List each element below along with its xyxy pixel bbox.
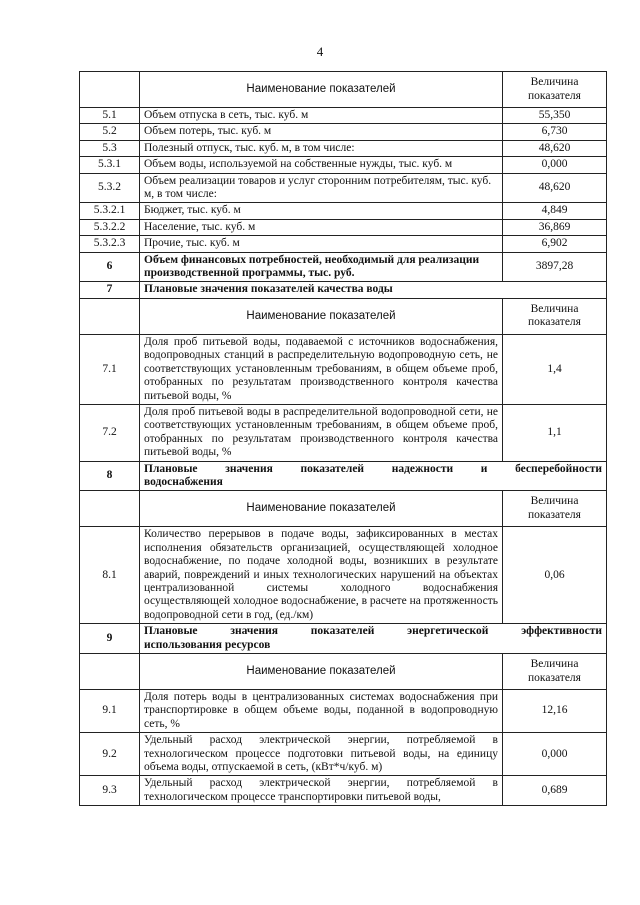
- row-number: 9.3: [80, 776, 140, 806]
- row-value: 0,000: [503, 733, 607, 776]
- row-value: 1,4: [503, 334, 607, 404]
- row-number: 5.1: [80, 108, 140, 124]
- section-number: 8: [80, 461, 140, 491]
- table-header-row: [80, 654, 607, 690]
- row-value: 48,620: [503, 140, 607, 156]
- row-value: 55,350: [503, 108, 607, 124]
- row-value: 12,16: [503, 690, 607, 733]
- section-value: 3897,28: [503, 252, 607, 282]
- header-name-label: Наименование показателей: [140, 298, 503, 334]
- row-value: 0,000: [503, 157, 607, 173]
- table-row: [80, 157, 607, 173]
- indicators-table: [79, 71, 607, 806]
- section-title: [140, 624, 607, 654]
- row-number: 8.1: [80, 527, 140, 624]
- table-row: [80, 124, 607, 140]
- row-name: Прочие, тыс. куб. м: [140, 236, 503, 252]
- row-value: 4,849: [503, 203, 607, 219]
- section-title-line-1: Плановые значения показателей надежности и бесперебойности: [144, 462, 602, 475]
- row-name: Объем потерь, тыс. куб. м: [140, 124, 503, 140]
- row-name: Полезный отпуск, тыс. куб. м, в том числе:: [140, 140, 503, 156]
- row-name: Доля проб питьевой воды, подаваемой с источников водоснабжения, водопроводных станций в распределительную водопроводную сеть, не соответствующих установленным требованиям, в общем объеме проб, отобранных по результатам производственного контроля качества питьевой воды, %: [140, 334, 503, 404]
- row-value: 0,06: [503, 527, 607, 624]
- section-7-title-row: [80, 282, 607, 298]
- section-title: [140, 461, 607, 491]
- row-name: Объем отпуска в сеть, тыс. куб. м: [140, 108, 503, 124]
- header-empty-cell: [80, 491, 140, 527]
- row-name: Доля потерь воды в централизованных системах водоснабжения при транспортировке в общем объеме воды, поданной в водопроводную сеть, %: [140, 690, 503, 733]
- row-number: 9.2: [80, 733, 140, 776]
- table-header-row: [80, 72, 607, 108]
- header-name-label: Наименование показателей: [140, 491, 503, 527]
- table-header-row: [80, 491, 607, 527]
- section-number: 9: [80, 624, 140, 654]
- row-number: 5.3.1: [80, 157, 140, 173]
- table-row: [80, 404, 607, 461]
- header-empty-cell: [80, 654, 140, 690]
- section-number: 7: [80, 282, 140, 298]
- section-9-title-row: [80, 624, 607, 654]
- row-number: 5.3.2.2: [80, 219, 140, 235]
- table-row: [80, 334, 607, 404]
- section-8-title-row: [80, 461, 607, 491]
- row-name: Объем реализации товаров и услуг сторонним потребителям, тыс. куб. м, в том числе:: [140, 173, 503, 203]
- row-number: 5.3.2.1: [80, 203, 140, 219]
- table-row: [80, 140, 607, 156]
- row-number: 5.3.2.3: [80, 236, 140, 252]
- table-row: [80, 203, 607, 219]
- table-row: [80, 776, 607, 806]
- row-name: Количество перерывов в подаче воды, зафиксированных в местах исполнения обязательств организацией, осуществляющей холодное водоснабжение, по подаче холодной воды, возникших в результате аварий, повреждений и иных технологических нарушений на объектах централизованной системы холодного водоснабжения осуществляющей холодное водоснабжение, в расчете на протяженность водопроводной сети в год, (ед./км): [140, 527, 503, 624]
- row-number: 5.3: [80, 140, 140, 156]
- table-header-row: [80, 298, 607, 334]
- row-number: 5.3.2: [80, 173, 140, 203]
- table-row: [80, 236, 607, 252]
- header-name-label: Наименование показателей: [140, 654, 503, 690]
- row-name: Удельный расход электрической энергии, потребляемой в технологическом процессе транспортировки питьевой воды,: [140, 776, 503, 806]
- table-row: [80, 219, 607, 235]
- header-value-label: Величина показателя: [503, 298, 607, 334]
- row-value: 6,902: [503, 236, 607, 252]
- row-name: Удельный расход электрической энергии, потребляемой в технологическом процессе подготовки питьевой воды, на единицу объема воды, отпускаемой в сеть, (кВт*ч/куб. м): [140, 733, 503, 776]
- row-name: Бюджет, тыс. куб. м: [140, 203, 503, 219]
- row-number: 7.1: [80, 334, 140, 404]
- row-name: Объем воды, используемой на собственные нужды, тыс. куб. м: [140, 157, 503, 173]
- row-value: 0,689: [503, 776, 607, 806]
- table-row: [80, 527, 607, 624]
- section-title: Плановые значения показателей качества воды: [140, 282, 607, 298]
- table-row: [80, 108, 607, 124]
- header-value-label: Величина показателя: [503, 654, 607, 690]
- table-row: [80, 173, 607, 203]
- header-empty-cell: [80, 72, 140, 108]
- row-value: 48,620: [503, 173, 607, 203]
- section-title-line-2: использования ресурсов: [144, 638, 271, 651]
- header-value-label: Величина показателя: [503, 491, 607, 527]
- row-name: Доля проб питьевой воды в распределительной водопроводной сети, не соответствующих установленным требованиям, в общем объеме проб, отобранных по результатам производственного контроля качества питьевой воды, %: [140, 404, 503, 461]
- page-number: 4: [316, 44, 324, 59]
- header-name-label: Наименование показателей: [140, 72, 503, 108]
- table-row: [80, 733, 607, 776]
- row-value: 1,1: [503, 404, 607, 461]
- row-number: 7.2: [80, 404, 140, 461]
- row-number: 9.1: [80, 690, 140, 733]
- section-number: 6: [80, 252, 140, 282]
- section-title-line-2: водоснабжения: [144, 475, 223, 488]
- section-title-line-1: Плановые значения показателей энергетической эффективности: [144, 625, 602, 638]
- row-value: 6,730: [503, 124, 607, 140]
- row-value: 36,869: [503, 219, 607, 235]
- section-6-row: [80, 252, 607, 282]
- row-number: 5.2: [80, 124, 140, 140]
- header-empty-cell: [80, 298, 140, 334]
- row-name: Население, тыс. куб. м: [140, 219, 503, 235]
- header-value-label: Величина показателя: [503, 72, 607, 108]
- table-row: [80, 690, 607, 733]
- section-title: Объем финансовых потребностей, необходимый для реализации производственной программы, тыс. руб.: [140, 252, 503, 282]
